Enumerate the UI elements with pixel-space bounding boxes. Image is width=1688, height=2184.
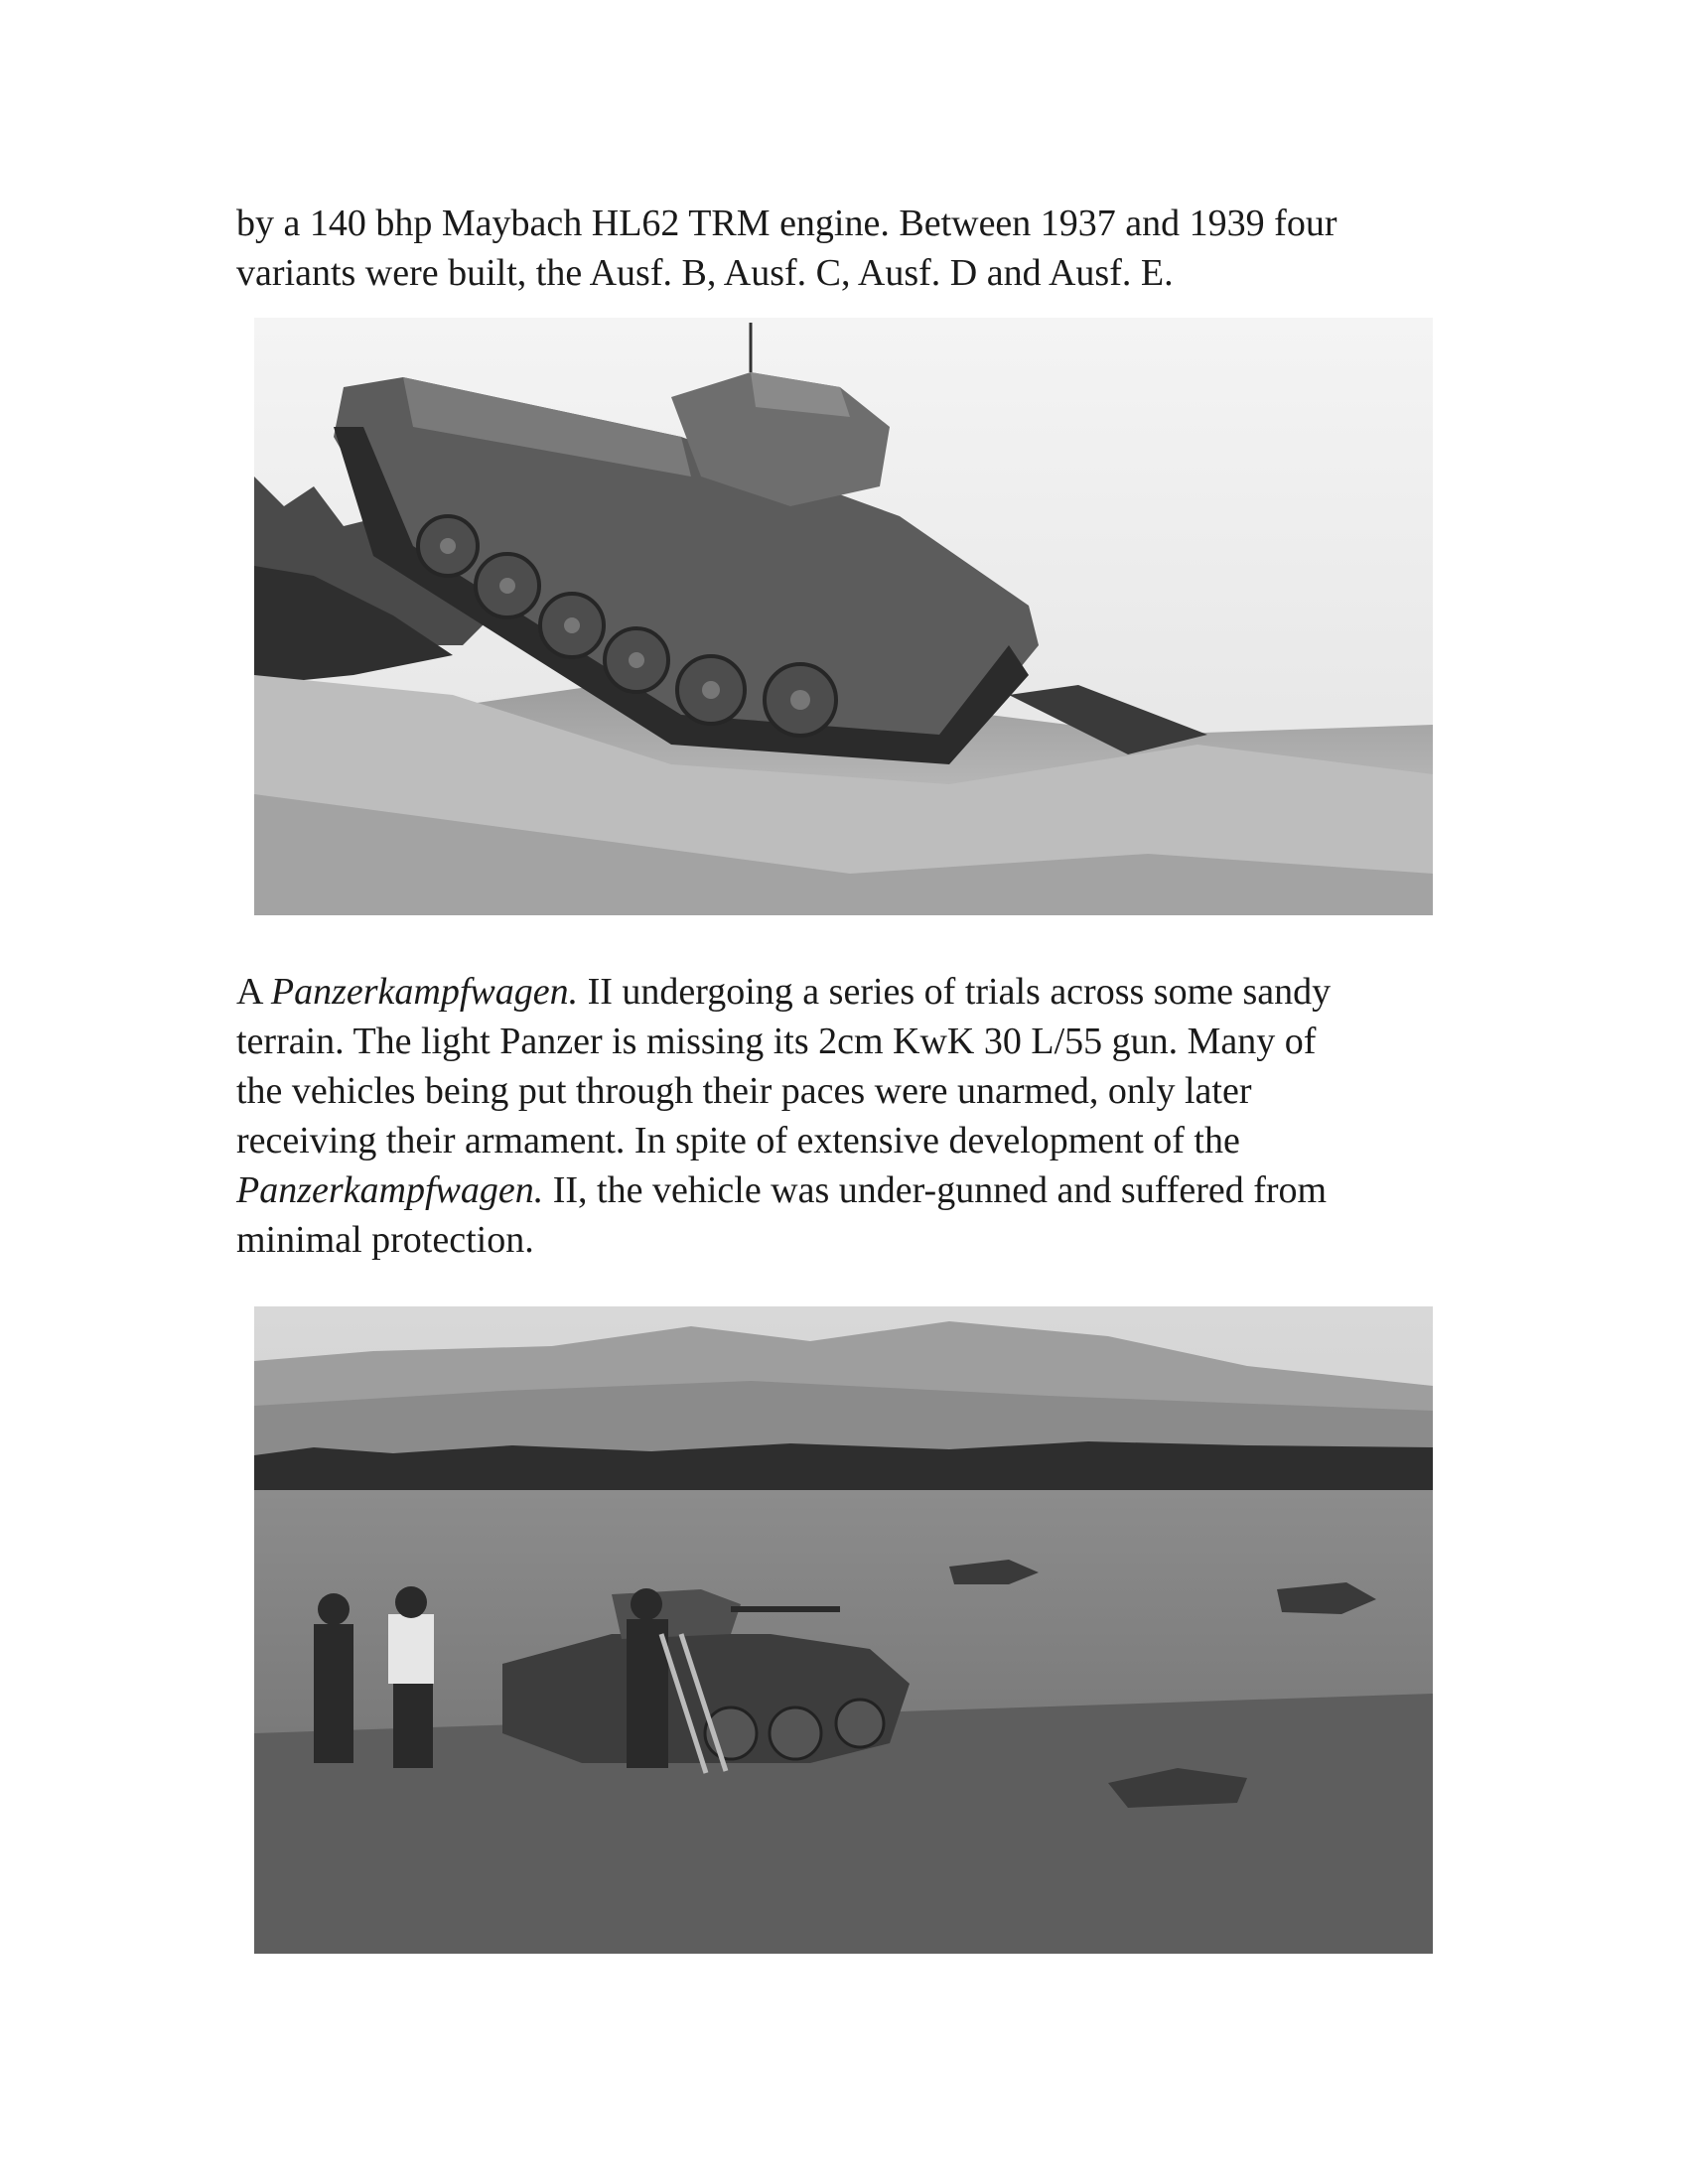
caption-line-1-suffix: II undergoing a series of trials across some sandy (578, 971, 1332, 1013)
caption-line-1-vehicle-name: Panzerkampfwagen. (270, 971, 579, 1013)
caption-line-5-vehicle-name: Panzerkampfwagen. (236, 1169, 544, 1211)
intro-line-1: by a 140 bhp Maybach HL62 TRM engine. Between 1937 and 1939 four (236, 203, 1337, 244)
intro-paragraph (236, 199, 1458, 298)
caption-line-1-prefix: A (236, 971, 271, 1013)
photo-tanks-in-grass-field (254, 1306, 1433, 1954)
photo-tank-on-sandy-slope (254, 318, 1433, 915)
caption-line-1 (236, 967, 1458, 1017)
photo-caption (236, 967, 1458, 1265)
caption-line-3: the vehicles being put through their paces were unarmed, only later (236, 1070, 1252, 1112)
intro-line-2: variants were built, the Ausf. B, Ausf. C, Ausf. D and Ausf. E. (236, 252, 1174, 294)
caption-line-4: receiving their armament. In spite of extensive development of the (236, 1120, 1240, 1161)
caption-line-6: minimal protection. (236, 1219, 534, 1261)
caption-line-5-suffix: II, the vehicle was under-gunned and suffered from (543, 1169, 1328, 1211)
caption-line-2: terrain. The light Panzer is missing its 2cm KwK 30 L/55 gun. Many of (236, 1021, 1317, 1062)
caption-line-5 (236, 1165, 1458, 1215)
